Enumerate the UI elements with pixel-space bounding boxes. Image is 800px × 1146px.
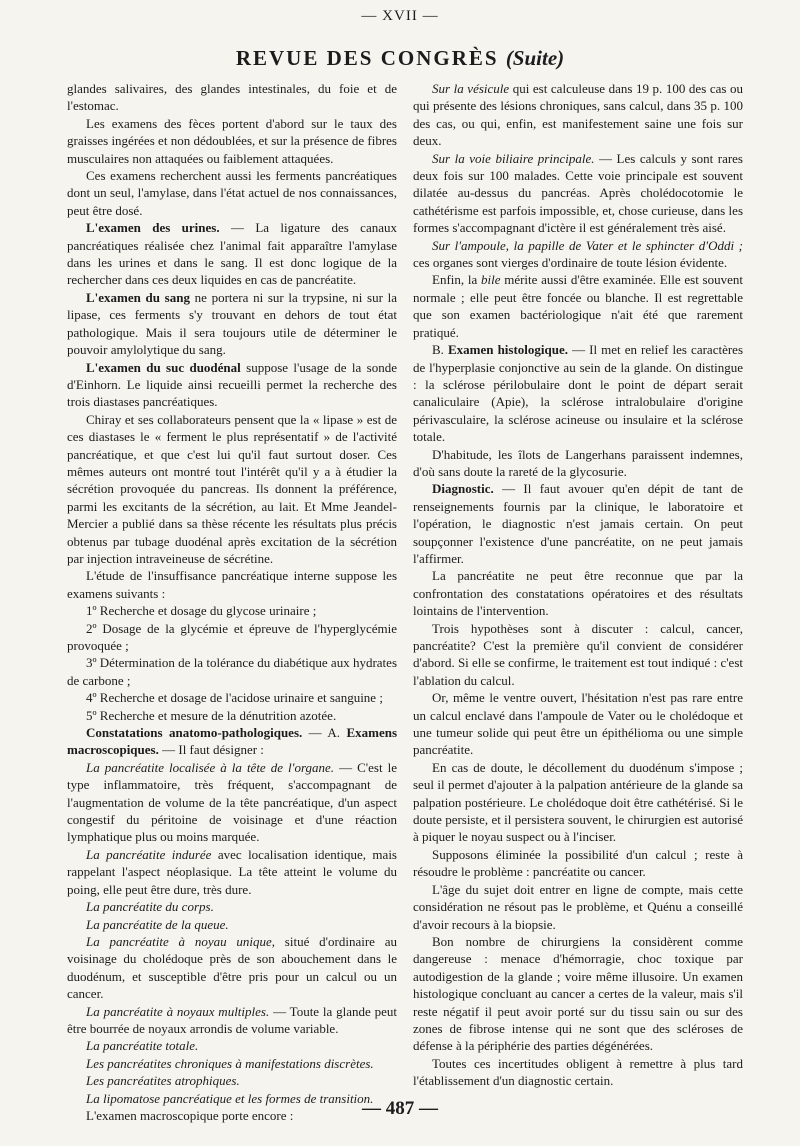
body-text: glandes salivaires, des glandes intestinales, du foie et de l'estomac. bbox=[67, 81, 397, 114]
journal-title bbox=[0, 46, 800, 71]
body-text: — C'est le type inflammatoire, très fréquent, s'accompagnant de l'augmentation de volume de la tête pancréatique, d'un aspect congestif du péritoine de voisinage et d'une réaction lymphatique plus ou moins marquée. bbox=[67, 759, 397, 845]
italic-text: La pancréatite localisée à la tête de l'organe. bbox=[86, 759, 335, 775]
italic-text: bile bbox=[480, 272, 501, 288]
paragraph bbox=[413, 341, 743, 445]
paragraph bbox=[413, 150, 743, 237]
bold-heading: Constatations anatomo-pathologiques. bbox=[86, 725, 303, 741]
paragraph bbox=[67, 359, 397, 411]
paragraph bbox=[67, 80, 397, 115]
paragraph bbox=[67, 654, 397, 689]
body-text: Supposons éliminée la possibilité d'un calcul ; reste à résoudre le problème : pancréatite ou cancer. bbox=[413, 846, 743, 880]
italic-text: La pancréatite indurée bbox=[86, 846, 212, 862]
body-text: — A. bbox=[302, 725, 347, 741]
body-text: La pancréatite ne peut être reconnue que par la confrontation des constatations opératoires et des résultats lointains de l'intervention. bbox=[413, 568, 743, 619]
paragraph bbox=[413, 689, 743, 759]
italic-text: La pancréatite de la queue. bbox=[86, 916, 229, 932]
left-column bbox=[67, 80, 397, 1124]
section-number: — XVII — bbox=[361, 8, 439, 24]
paragraph bbox=[67, 219, 397, 289]
paragraph bbox=[413, 933, 743, 1055]
body-text: L'examen macroscopique porte encore : bbox=[86, 1107, 294, 1123]
body-text: Trois hypothèses sont à discuter : calcul, cancer, pancréatite? C'est la première qu'il convient de considérer d'abord. Si elle se confirme, le traitement est tout indiqué : c'est l'ablation du calcul. bbox=[413, 620, 743, 688]
paragraph bbox=[67, 724, 397, 759]
paragraph bbox=[67, 620, 397, 655]
paragraph bbox=[413, 237, 743, 272]
bold-heading: L'examen des urines. bbox=[86, 220, 220, 236]
paragraph bbox=[67, 759, 397, 846]
paragraph bbox=[67, 1055, 397, 1072]
body-text: — Il met en relief les caractères de l'hyperplasie conjonctive au sein de la glande. On distingue : la sclérose périlobulaire dont le point de départ serait canaliculaire (Apie), la sclérose intralobulaire d'origine périvasculaire, la sclérose acineuse ou insulaire et la sclérose totale. bbox=[413, 342, 744, 445]
body-text: — La ligature des canaux pancréatiques réalisée chez l'animal fait apparaître l'amylase dans les urines et dans le sang. Il est donc logique de la rechercher dans ces deux liquides en cas de pancréatite. bbox=[67, 220, 397, 288]
paragraph bbox=[413, 480, 743, 567]
body-text: Or, même le ventre ouvert, l'hésitation n'est pas rare entre un calcul enclavé dans l'ampoule de Vater ou le cholédoque et une tumeur solide qui peut être un épithélioma ou une simple pancréatite. bbox=[413, 690, 743, 758]
right-column bbox=[413, 80, 743, 1090]
paragraph bbox=[413, 846, 743, 881]
italic-text: Sur la vésicule bbox=[432, 81, 510, 96]
bold-heading: Diagnostic. bbox=[432, 481, 494, 497]
body-text: avec localisation identique, mais rappelant l'aspect néoplasique. La tête atteint le volume du poing, elle peut être dure, très dure. bbox=[67, 846, 397, 897]
body-text: ne portera ni sur la trypsine, ni sur la lipase, ces ferments s'y trouvant en dehors de tout état pathologique. Mais il sera toujours utile de déterminer le pouvoir amylolytique du sang. bbox=[67, 289, 397, 358]
bold-heading: L'examen du suc duodénal bbox=[86, 359, 241, 375]
paragraph bbox=[67, 411, 397, 568]
bold-heading: Examens macroscopiques. bbox=[67, 725, 398, 758]
paragraph bbox=[67, 1072, 397, 1089]
body-text: 2º Dosage de la glycémie et épreuve de l'hyperglycémie provoquée ; bbox=[67, 620, 397, 653]
body-text: qui est calculeuse dans 19 p. 100 des cas ou qui présente des lésions chroniques, sans calcul, dans 35 p. 100 des cas, ou qui, enfin, est manifestement saine une fois sur deux. bbox=[413, 81, 743, 149]
paragraph bbox=[67, 898, 397, 915]
paragraph bbox=[413, 80, 743, 150]
paragraph bbox=[67, 933, 397, 1003]
paragraph bbox=[413, 567, 743, 619]
paragraph bbox=[67, 602, 397, 619]
paragraph bbox=[413, 881, 743, 933]
body-text: D'habitude, les îlots de Langerhans paraissent indemnes, d'où sans doute la rareté de la glycosurie. bbox=[413, 446, 743, 479]
body-text: — Il faut avouer qu'en dépit de tant de renseignements fournis par la clinique, le laboratoire et l'opération, le diagnostic n'est jamais certain. On peut soupçonner l'existence d'une pancréatite, on ne peut jamais l'affirmer. bbox=[413, 481, 743, 566]
body-text: Les examens des fèces portent d'abord sur le taux des graisses ingérées et non dédoublées, et sur la présence de fibres musculaires non attaquées ou faiblement attaquées. bbox=[67, 115, 397, 166]
italic-text: La lipomatose pancréatique et les formes de transition. bbox=[86, 1090, 374, 1106]
paragraph bbox=[413, 446, 743, 481]
page-number: — 487 — bbox=[362, 1098, 438, 1119]
italic-text: La pancréatite à noyaux multiples. bbox=[86, 1003, 270, 1019]
body-text: En cas de doute, le décollement du duodénum s'impose ; seul il permet d'ajouter à la palpation antérieure de la glande sa palpation postérieure. Le cholédoque doit être cathétérisé. Si le doute persiste, et il persistera souvent, le chirurgien est autorisé à piquer le noyau suspect ou à l'inciser. bbox=[413, 759, 743, 845]
italic-text: Sur la voie biliaire principale. bbox=[432, 150, 595, 166]
body-text: L'étude de l'insuffisance pancréatique interne suppose les examens suivants : bbox=[67, 568, 397, 601]
journal-title-suffix: (Suite) bbox=[505, 46, 565, 70]
paragraph bbox=[67, 707, 397, 724]
body-text: L'âge du sujet doit entrer en ligne de compte, mais cette considération ne résout pas le problème, et Quénu a conseillé d'avoir recours à la biopsie. bbox=[413, 881, 743, 932]
paragraph bbox=[67, 1037, 397, 1054]
body-text: — Il faut désigner : bbox=[158, 742, 264, 758]
paragraph bbox=[67, 1003, 397, 1038]
bold-heading: L'examen du sang bbox=[86, 289, 190, 305]
body-text: 1º Recherche et dosage du glycose urinaire ; bbox=[86, 603, 317, 619]
paragraph bbox=[67, 916, 397, 933]
body-text: — Les calculs y sont rares deux fois sur 100 malades. Cette voie principale est souvent dilatée au-dessus du pancréas. Après cholédocotomie le cathétérisme est parfois impossible, et, chose curieuse, dans les formes s'accompagnant d'ictère il est généralement très aisé. bbox=[413, 150, 743, 236]
body-text: Bon nombre de chirurgiens la considèrent comme dangereuse : menace d'hémorragie, choc toxique par autodigestion de la glande ; voire même illusoire. Un examen histologique concluant au cancer a certes de la valeur, mais s'il reste négatif il peut avoir porté sur du tissu sain ou sur des zones de fibrose intense qui ne sont que des scléroses de défense à la périphérie des parties dégénérées. bbox=[413, 933, 743, 1054]
body-text: mérite aussi d'être examinée. Elle est souvent normale ; elle peut être foncée ou blanche. Il est regrettable que son examen bactériologique n'ait été que rarement pratiqué. bbox=[413, 272, 743, 340]
body-text: suppose l'usage de la sonde d'Einhorn. Le liquide ainsi recueilli permet la recherche des trois diastases pancréatiques. bbox=[67, 359, 397, 410]
paragraph bbox=[67, 689, 397, 706]
italic-text: Les pancréatites atrophiques. bbox=[86, 1073, 240, 1089]
body-text: Enfin, la bbox=[432, 272, 481, 288]
body-text: situé d'ordinaire au voisinage du cholédoque près de son abouchement dans le duodénum, et susceptible d'être pris pour un calcul ou un cancer. bbox=[67, 933, 397, 1002]
body-text: ces organes sont vierges d'ordinaire de toute lésion évidente. bbox=[413, 255, 728, 271]
paragraph bbox=[67, 167, 397, 219]
body-text: Chiray et ses collaborateurs pensent que la « lipase » est de ces diastases le « ferment le plus représentatif » de l'activité pancréatique, et que c'est lui qu'il faut surtout doser. Ces mêmes auteurs ont montré tout l'intérêt qu'il y a à étudier la sécrétion provoquée du pancreas. Ils donnent la préférence, parmi les excitants de la sécrétion, au lait. Et Mme Jeandel-Mercier a publié dans sa thèse récente les résultats plus précis obtenus par tubage duodénal après excitation de la sécrétion par injection intraveineuse de sécrétine. bbox=[67, 411, 397, 566]
paragraph bbox=[413, 1055, 743, 1090]
paragraph bbox=[67, 846, 397, 898]
italic-text: La pancréatite du corps. bbox=[86, 899, 214, 915]
paragraph bbox=[67, 567, 397, 602]
body-text: B. bbox=[432, 342, 448, 358]
body-text: 4º Recherche et dosage de l'acidose urinaire et sanguine ; bbox=[86, 690, 383, 706]
body-text: Ces examens recherchent aussi les ferments pancréatiques dont un seul, l'amylase, dans l'état actuel de nos connaissances, peut être dosé. bbox=[67, 168, 397, 218]
paragraph bbox=[413, 620, 743, 690]
body-text: 5º Recherche et mesure de la dénutrition azotée. bbox=[86, 707, 337, 723]
body-text: — Toute la glande peut être bourrée de noyaux arrondis de volume variable. bbox=[67, 1003, 397, 1036]
italic-text: Sur l'ampoule, la papille de Vater et le sphincter d'Oddi ; bbox=[432, 237, 743, 253]
journal-title-text: REVUE DES CONGRÈS bbox=[235, 46, 499, 70]
italic-text: Les pancréatites chroniques à manifestations discrètes. bbox=[86, 1055, 374, 1071]
body-text: Toutes ces incertitudes obligent à remettre à plus tard l'établissement d'un diagnostic certain. bbox=[413, 1055, 743, 1089]
italic-text: La pancréatite totale. bbox=[86, 1038, 199, 1054]
paragraph bbox=[67, 289, 397, 359]
italic-text: La pancréatite à noyau unique, bbox=[86, 933, 276, 949]
bold-heading: Examen histologique. bbox=[448, 342, 569, 358]
paragraph bbox=[413, 759, 743, 846]
paragraph bbox=[67, 115, 397, 167]
paragraph bbox=[413, 271, 743, 341]
body-text: 3º Détermination de la tolérance du diabétique aux hydrates de carbone ; bbox=[67, 655, 397, 688]
